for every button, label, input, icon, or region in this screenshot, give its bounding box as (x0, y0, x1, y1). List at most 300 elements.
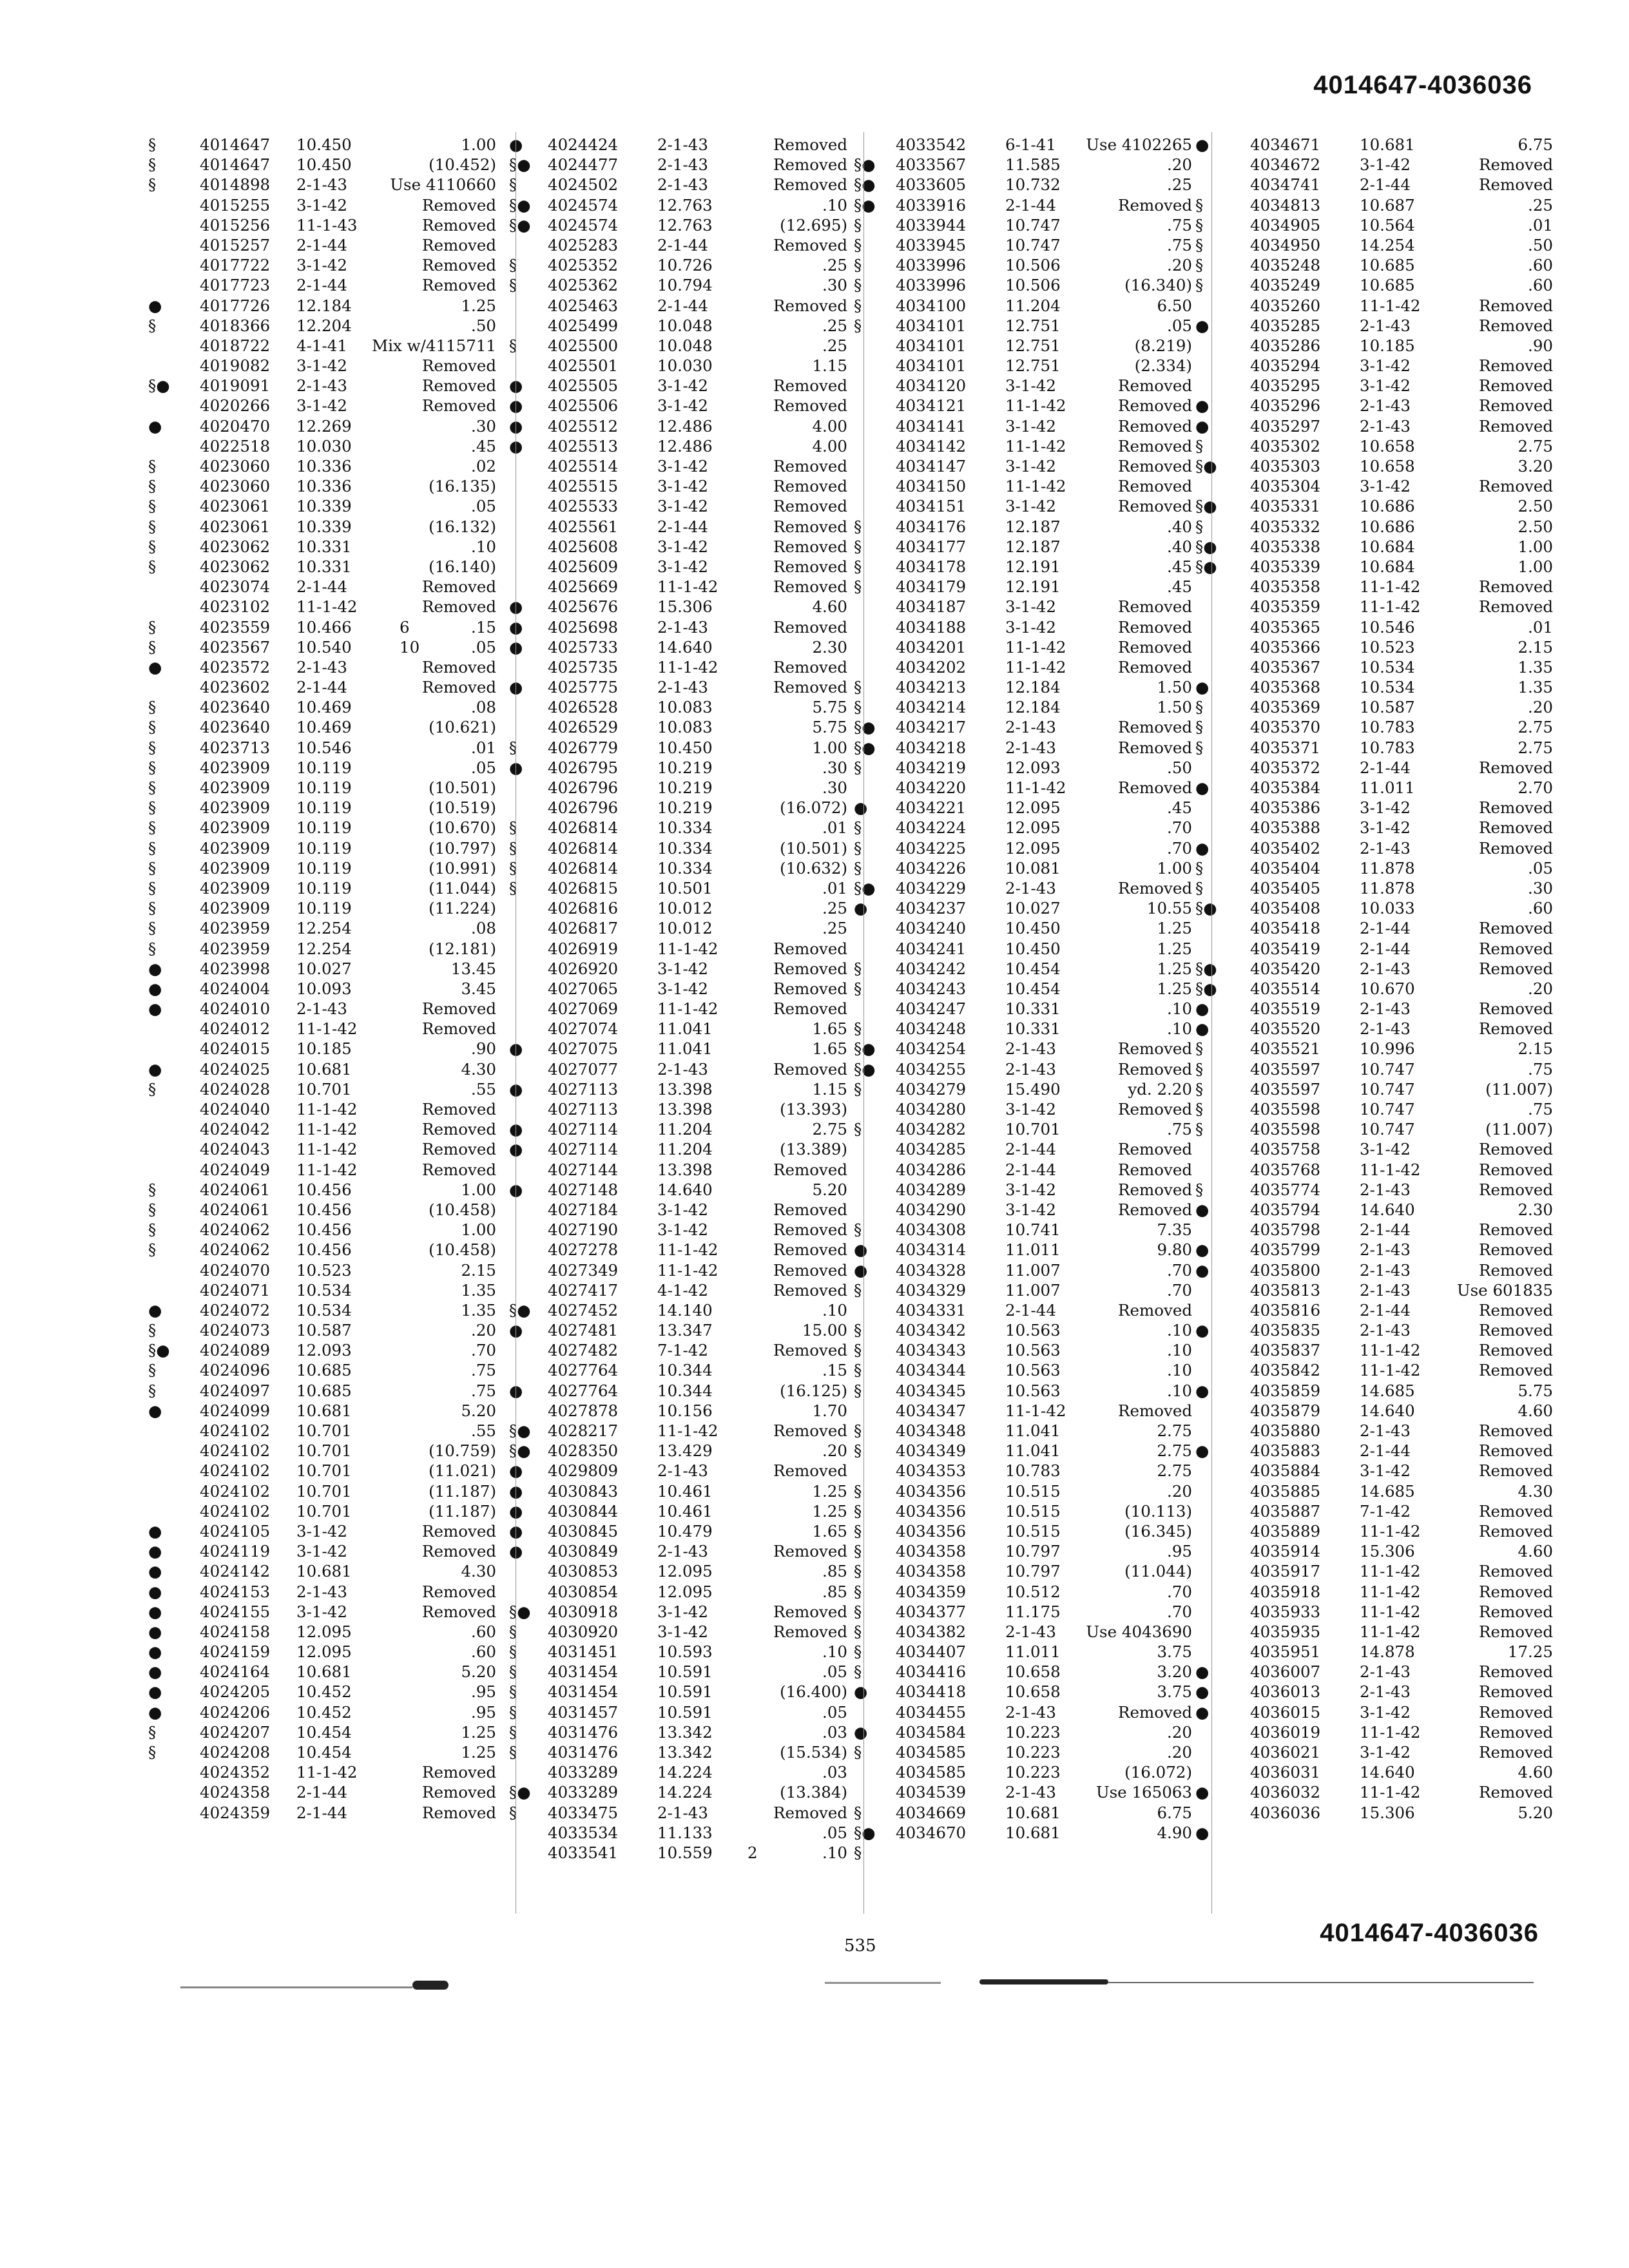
date-or-factor: 12.093 (296, 1341, 352, 1360)
part-number: 4023909 (200, 778, 271, 797)
date-or-factor: 2-1-44 (1005, 1160, 1056, 1179)
date-or-factor: 12.095 (657, 1562, 713, 1581)
value: 1.25 (461, 296, 496, 315)
table-row (1224, 1240, 1559, 1260)
reference-symbol: ● (1195, 416, 1210, 436)
date-or-factor: 2-1-43 (1360, 316, 1411, 335)
table-row (876, 557, 1224, 577)
reference-symbol: § (1195, 215, 1204, 235)
reference-symbol: ● (148, 979, 162, 998)
value: Removed (1118, 1180, 1192, 1199)
part-number: 4024049 (200, 1160, 271, 1179)
part-number: 4035933 (1250, 1602, 1321, 1621)
table-row (1224, 577, 1559, 597)
date-or-factor: 4-1-42 (657, 1280, 708, 1300)
date-or-factor: 2-1-43 (1360, 1321, 1411, 1340)
reference-symbol: § (148, 316, 157, 335)
date-or-factor: 2-1-44 (1360, 919, 1411, 938)
value: Removed (1118, 436, 1192, 456)
value: .20 (1528, 979, 1553, 998)
date-or-factor: 11.041 (1005, 1441, 1061, 1461)
reference-symbol: §● (509, 1441, 531, 1461)
value: Removed (773, 1461, 847, 1481)
date-or-factor: 10.747 (1005, 235, 1061, 255)
table-row (528, 1562, 876, 1582)
value: Removed (773, 497, 847, 516)
reference-symbol: § (854, 1280, 862, 1300)
table-row (876, 1019, 1224, 1039)
part-number: 4024071 (200, 1280, 271, 1300)
table-row (528, 417, 876, 437)
part-number: 4019091 (200, 376, 271, 396)
value: .10 (471, 537, 496, 556)
table-row (148, 1602, 535, 1622)
value: (11.044) (1124, 1562, 1192, 1581)
date-or-factor: 10.456 (296, 1240, 352, 1260)
table-row (876, 1602, 1224, 1622)
part-number: 4033289 (548, 1763, 619, 1782)
part-number: 4034243 (896, 979, 967, 998)
part-number: 4035248 (1250, 256, 1321, 275)
date-or-factor: 11.007 (1005, 1260, 1061, 1280)
date-or-factor: 10.344 (657, 1381, 713, 1400)
part-number: 4024010 (200, 999, 271, 1019)
date-or-factor: 11-1-42 (1360, 597, 1421, 617)
reference-symbol: § (1195, 235, 1204, 255)
part-number: 4035758 (1250, 1140, 1321, 1159)
reference-symbol: § (1195, 1180, 1204, 1199)
part-number: 4023062 (200, 537, 271, 556)
date-or-factor: 10.119 (296, 878, 352, 898)
date-or-factor: 2-1-43 (296, 657, 347, 677)
date-or-factor: 11.133 (657, 1823, 713, 1842)
table-row (1224, 557, 1559, 577)
value: .01 (1528, 215, 1553, 235)
table-row (876, 216, 1224, 236)
date-or-factor: 7-1-42 (657, 1341, 708, 1360)
value: Removed (1479, 1682, 1553, 1702)
part-number: 4024061 (200, 1180, 271, 1199)
date-or-factor: 10.334 (657, 838, 713, 858)
table-row (876, 1421, 1224, 1441)
part-number: 4034349 (896, 1441, 967, 1461)
date-or-factor: 10.523 (1360, 637, 1415, 657)
date-or-factor: 10.591 (657, 1682, 713, 1702)
table-row (876, 778, 1224, 798)
date-or-factor: 10.701 (296, 1461, 352, 1481)
date-or-factor: 2-1-44 (1360, 1220, 1411, 1240)
part-number: 4031476 (548, 1722, 619, 1742)
part-number: 4034342 (896, 1321, 967, 1340)
part-number: 4035295 (1250, 376, 1321, 396)
part-number: 4035879 (1250, 1401, 1321, 1420)
date-or-factor: 13.398 (657, 1160, 713, 1179)
value: 9.80 (1157, 1240, 1192, 1260)
date-or-factor: 10.048 (657, 316, 713, 335)
reference-symbol: ● (854, 1722, 868, 1742)
table-row (148, 959, 535, 979)
date-or-factor: 11.041 (657, 1019, 713, 1039)
part-number: 4034356 (896, 1481, 967, 1501)
value: Removed (1118, 1100, 1192, 1119)
table-row (148, 196, 535, 216)
date-or-factor: 13.342 (657, 1743, 713, 1762)
value: Removed (1479, 1562, 1553, 1581)
part-number: 4034328 (896, 1260, 967, 1280)
date-or-factor: 11-1-42 (1005, 778, 1066, 797)
table-row (528, 1140, 876, 1160)
part-number: 4017723 (200, 276, 271, 295)
date-or-factor: 2-1-44 (296, 276, 347, 295)
table-row (148, 296, 535, 316)
date-or-factor: 10.119 (296, 838, 352, 858)
value: Removed (422, 1140, 496, 1159)
table-row (528, 1361, 876, 1381)
table-row (528, 396, 876, 416)
value: .90 (1528, 336, 1553, 355)
reference-symbol: §● (854, 738, 876, 757)
date-or-factor: 10.119 (296, 778, 352, 797)
date-or-factor: 15.306 (657, 597, 713, 617)
table-row (876, 1401, 1224, 1421)
table-row (876, 1039, 1224, 1059)
table-row (148, 1401, 535, 1421)
value: .45 (471, 436, 496, 456)
reference-symbol: ● (148, 1602, 162, 1621)
reference-symbol: § (148, 617, 157, 637)
reference-symbol: §● (854, 1039, 876, 1059)
value: .10 (822, 1642, 847, 1662)
part-number: 4034418 (896, 1682, 967, 1702)
reference-symbol: § (1195, 718, 1204, 737)
date-or-factor: 10.450 (296, 155, 352, 175)
date-or-factor: 12.093 (1005, 758, 1061, 777)
date-or-factor: 10.726 (657, 256, 713, 275)
part-number: 4034220 (896, 778, 967, 797)
table-row (1224, 1060, 1559, 1080)
part-number: 4018366 (200, 316, 271, 335)
value: (16.400) (780, 1682, 847, 1702)
table-row (528, 1301, 876, 1321)
table-row (1224, 1562, 1559, 1582)
value: 1.35 (461, 1280, 496, 1300)
part-number: 4024502 (548, 175, 619, 195)
date-or-factor: 2-1-44 (1360, 939, 1411, 958)
reference-symbol: ● (1195, 1662, 1210, 1682)
page-range-header: 4014647-4036036 (1313, 71, 1532, 99)
date-or-factor: 10.681 (1005, 1803, 1061, 1822)
value: (13.389) (780, 1140, 847, 1159)
part-number: 4035372 (1250, 758, 1321, 777)
value: Removed (1479, 396, 1553, 416)
value: Removed (422, 276, 496, 295)
reference-symbol: § (509, 1803, 517, 1822)
table-row (528, 939, 876, 959)
date-or-factor: 10.461 (657, 1481, 713, 1501)
date-or-factor: 10.156 (657, 1401, 713, 1420)
value: Removed (1479, 1180, 1553, 1199)
part-number: 4033567 (896, 155, 967, 175)
table-row (1224, 1140, 1559, 1160)
table-row (876, 718, 1224, 738)
reference-symbol: §● (509, 195, 531, 215)
value: 1.00 (1518, 537, 1553, 556)
reference-symbol: ● (509, 1501, 523, 1521)
part-number: 4034289 (896, 1180, 967, 1199)
part-number: 4030849 (548, 1542, 619, 1561)
part-number: 4026919 (548, 939, 619, 958)
reference-symbol: § (854, 276, 862, 295)
part-number: 4031451 (548, 1642, 619, 1662)
value: .45 (1167, 798, 1192, 818)
part-number: 4035304 (1250, 477, 1321, 496)
date-or-factor: 12.095 (1005, 798, 1061, 818)
value: 2.50 (1518, 497, 1553, 516)
date-or-factor: 10.783 (1005, 1461, 1061, 1481)
value: .05 (1528, 858, 1553, 878)
value: (10.458) (429, 1200, 496, 1219)
value: Removed (1479, 1220, 1553, 1240)
date-or-factor: 3-1-42 (1005, 1200, 1056, 1219)
part-number: 4027144 (548, 1160, 619, 1179)
value: .70 (1167, 1582, 1192, 1601)
reference-symbol: ● (148, 1622, 162, 1641)
value: Removed (1118, 878, 1192, 898)
value: Removed (1118, 1059, 1192, 1079)
table-row (1224, 477, 1559, 497)
value: Removed (1479, 1602, 1553, 1621)
part-number: 4023640 (200, 718, 271, 737)
table-row (876, 1542, 1224, 1562)
column-rule (1211, 132, 1212, 1914)
value: Removed (1479, 155, 1553, 175)
value: Removed (773, 155, 847, 175)
table-row (1224, 1039, 1559, 1059)
part-number: 4025499 (548, 316, 619, 335)
date-or-factor: 10.331 (296, 537, 352, 556)
table-row (528, 135, 876, 155)
part-number: 4036031 (1250, 1763, 1321, 1782)
table-row (1224, 638, 1559, 658)
part-number: 4035520 (1250, 1019, 1321, 1039)
part-number: 4030845 (548, 1521, 619, 1541)
value: .30 (822, 276, 847, 295)
date-or-factor: 2-1-43 (1005, 1039, 1056, 1059)
reference-symbol: ● (854, 1682, 868, 1702)
table-row (528, 1682, 876, 1702)
value: 1.25 (1157, 959, 1192, 978)
date-or-factor: 3-1-42 (1360, 1702, 1411, 1722)
date-or-factor: 3-1-42 (657, 457, 708, 476)
part-number: 4031476 (548, 1743, 619, 1762)
date-or-factor: 10.587 (1360, 698, 1415, 717)
value: 2.30 (812, 637, 847, 657)
date-or-factor: 10.506 (1005, 256, 1061, 275)
date-or-factor: 10.454 (1005, 959, 1061, 978)
value: Removed (773, 477, 847, 496)
value: 5.20 (1518, 1803, 1553, 1822)
part-number: 4035889 (1250, 1521, 1321, 1541)
part-number: 4034147 (896, 457, 967, 476)
date-or-factor: 12.763 (657, 195, 713, 215)
date-or-factor: 6-1-41 (1005, 135, 1056, 154)
date-or-factor: 11-1-42 (657, 1421, 718, 1440)
reference-symbol: ● (148, 1682, 162, 1702)
table-row (148, 1200, 535, 1220)
date-or-factor: 14.640 (1360, 1763, 1415, 1782)
value: (10.759) (429, 1441, 496, 1461)
table-row (528, 1281, 876, 1301)
part-number: 4034344 (896, 1361, 967, 1380)
part-number: 4035404 (1250, 858, 1321, 878)
value: Removed (773, 135, 847, 154)
date-or-factor: 3-1-42 (1360, 798, 1411, 818)
part-number: 4034290 (896, 1200, 967, 1219)
part-number: 4034358 (896, 1562, 967, 1581)
date-or-factor: 2-1-43 (296, 376, 347, 396)
part-number: 4034120 (896, 376, 967, 396)
table-row (148, 1140, 535, 1160)
value: Removed (1479, 818, 1553, 838)
value: 15.00 (802, 1321, 847, 1340)
part-number: 4034178 (896, 557, 967, 576)
reference-symbol: ● (1195, 838, 1210, 858)
reference-symbol: § (148, 537, 157, 556)
part-number: 4036013 (1250, 1682, 1321, 1702)
part-number: 4026817 (548, 919, 619, 938)
date-or-factor: 10.081 (1005, 858, 1061, 878)
reference-symbol: ● (509, 396, 523, 416)
value: .05 (1167, 316, 1192, 335)
part-number: 4034248 (896, 1019, 967, 1039)
date-or-factor: 11-1-42 (1360, 1582, 1421, 1601)
reference-symbol: § (1195, 276, 1204, 295)
date-or-factor: 3-1-42 (1005, 416, 1056, 436)
part-number: 4034101 (896, 356, 967, 376)
part-number: 4034741 (1250, 175, 1321, 195)
table-row (148, 1180, 535, 1200)
value: .50 (1167, 758, 1192, 777)
date-or-factor: 2-1-44 (657, 517, 708, 536)
part-number: 4023640 (200, 698, 271, 717)
date-or-factor: 10.534 (1360, 657, 1415, 677)
reference-symbol: § (509, 1702, 517, 1722)
part-number: 4034176 (896, 517, 967, 536)
table-row (528, 919, 876, 939)
value: Removed (1479, 1743, 1553, 1762)
part-number: 4024004 (200, 979, 271, 998)
table-row (148, 999, 535, 1019)
reference-symbol: § (509, 256, 517, 275)
value: 1.65 (812, 1019, 847, 1039)
date-or-factor: 10.515 (1005, 1501, 1061, 1521)
date-or-factor: 10.450 (1005, 919, 1061, 938)
date-or-factor: 11-1-42 (296, 597, 358, 617)
date-or-factor: 10.591 (657, 1662, 713, 1682)
part-number: 4035880 (1250, 1421, 1321, 1440)
reference-symbol: ● (854, 899, 868, 918)
table-row (148, 316, 535, 336)
reference-symbol: § (509, 818, 517, 838)
value: Removed (773, 235, 847, 255)
part-number: 4023572 (200, 657, 271, 677)
table-row (876, 959, 1224, 979)
date-or-factor: 11-1-42 (657, 657, 718, 677)
table-row (876, 1682, 1224, 1702)
reference-symbol: § (854, 1381, 862, 1400)
date-or-factor: 10.681 (296, 1059, 352, 1079)
reference-symbol: ● (1195, 1783, 1210, 1802)
date-or-factor: 10.701 (1005, 1120, 1061, 1139)
part-number: 4026796 (548, 778, 619, 797)
date-or-factor: 14.878 (1360, 1642, 1415, 1662)
part-number: 4027764 (548, 1381, 619, 1400)
reference-symbol: § (509, 336, 517, 355)
reference-symbol: ● (148, 657, 162, 677)
date-or-factor: 10.336 (296, 457, 352, 476)
part-number: 4035597 (1250, 1059, 1321, 1079)
value: Removed (422, 1100, 496, 1119)
part-number: 4034150 (896, 477, 967, 496)
date-or-factor: 10.469 (296, 698, 352, 717)
date-or-factor: 14.140 (657, 1300, 713, 1320)
value: Removed (1479, 1260, 1553, 1280)
table-row (876, 1482, 1224, 1502)
scan-artifact (979, 1979, 1108, 1984)
date-or-factor: 10.658 (1005, 1662, 1061, 1682)
date-or-factor: 11-1-42 (1360, 1602, 1421, 1621)
value: 1.25 (812, 1501, 847, 1521)
value: Removed (1118, 477, 1192, 496)
table-row (876, 618, 1224, 638)
part-number: 4034584 (896, 1722, 967, 1742)
part-number: 4023102 (200, 597, 271, 617)
date-or-factor: 11-1-42 (1360, 577, 1421, 597)
value: Removed (1479, 1521, 1553, 1541)
reference-symbol: § (1195, 1120, 1204, 1139)
part-number: 4035521 (1250, 1039, 1321, 1059)
table-row (528, 1763, 876, 1783)
date-or-factor: 11.204 (657, 1120, 713, 1139)
date-or-factor: 2-1-44 (1360, 1441, 1411, 1461)
part-number: 4023567 (200, 637, 271, 657)
value: .85 (822, 1562, 847, 1581)
date-or-factor: 10.593 (657, 1642, 713, 1662)
table-row (528, 1703, 876, 1723)
part-number: 4034255 (896, 1059, 967, 1079)
table-row (1224, 497, 1559, 517)
part-number: 4035339 (1250, 557, 1321, 576)
table-row (528, 1843, 876, 1863)
reference-symbol: § (854, 1220, 862, 1240)
value: (10.797) (429, 838, 496, 858)
reference-symbol: §● (509, 155, 531, 175)
value: .70 (1167, 1280, 1192, 1300)
table-row (876, 336, 1224, 356)
table-row (148, 597, 535, 617)
value: (12.181) (429, 939, 496, 958)
reference-symbol: ● (854, 1260, 868, 1280)
table-row (528, 1783, 876, 1803)
value: 1.25 (812, 1481, 847, 1501)
date-or-factor: 10.479 (657, 1521, 713, 1541)
reference-symbol: §● (509, 1421, 531, 1440)
table-row (1224, 256, 1559, 276)
reference-symbol: § (854, 1019, 862, 1039)
table-row (148, 658, 535, 678)
part-number: 4034345 (896, 1381, 967, 1400)
date-or-factor: 11.011 (1005, 1240, 1061, 1260)
